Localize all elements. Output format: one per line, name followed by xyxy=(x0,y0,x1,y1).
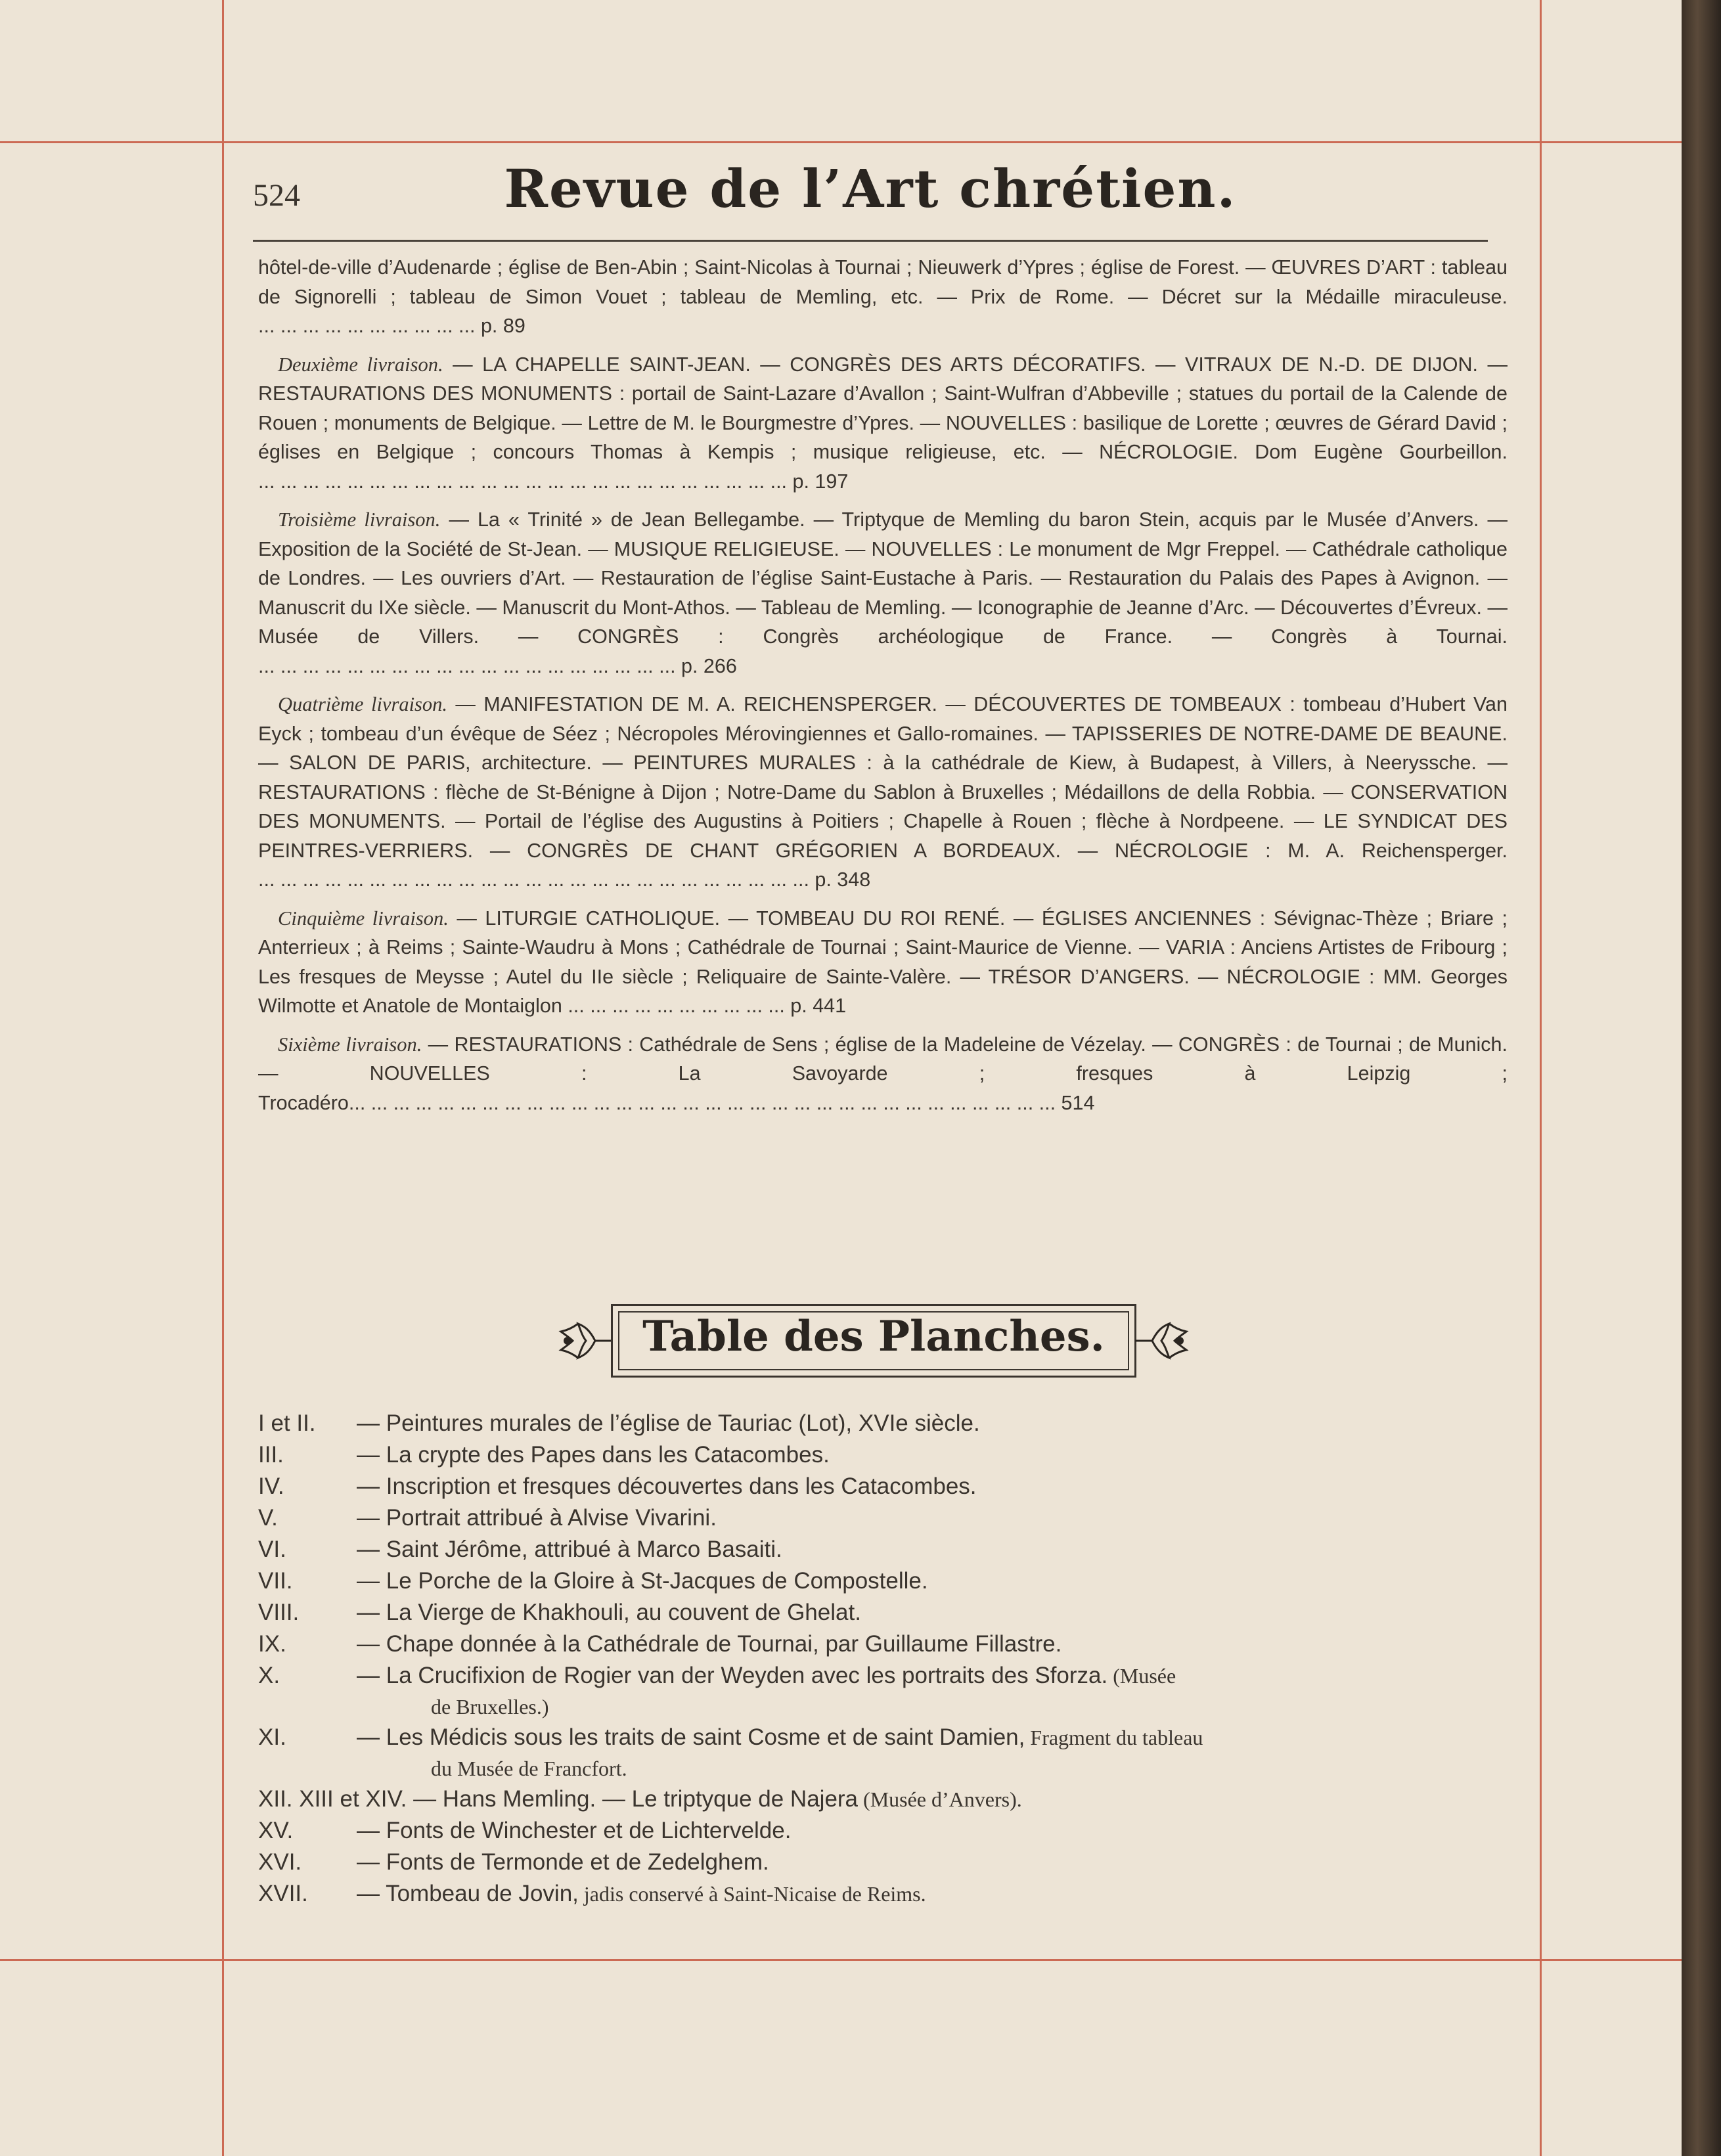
entry-page: 514 xyxy=(1061,1091,1095,1114)
entry-text: hôtel-de-ville d’Audenarde ; église de Ben-Abin ; Saint-Nicolas à Tournai ; Nieuwerk d’Ypres ; église de Forest. — ŒUVRES D’ART : tableau de Signorelli ; tableau de Simon Vouet ; tableau de Memling, etc. — Prix de Rome. — Décret sur la Médaille miraculeuse. xyxy=(258,256,1508,308)
fleuron-right-icon xyxy=(1134,1311,1189,1371)
plate-description: — Les Médicis sous les traits de saint Cosme et de saint Damien, xyxy=(357,1724,1025,1750)
contents-entry xyxy=(258,690,1508,895)
list-item xyxy=(258,1878,1508,1910)
plate-description: — Le Porche de la Gloire à St-Jacques de Compostelle. xyxy=(357,1568,928,1594)
list-item xyxy=(258,1534,1508,1565)
entry-lead: Quatrième livraison. xyxy=(278,693,448,715)
leader-dots: ... ... ... ... ... ... ... ... ... ... ... ... ... ... ... ... ... ... ... ... ... ... ... ... xyxy=(258,470,793,493)
leader-dots: ... ... ... ... ... ... ... ... ... ... ... ... ... ... ... ... ... ... ... xyxy=(258,654,682,677)
planches-heading xyxy=(558,1304,1189,1380)
plate-number: XV. xyxy=(258,1818,294,1843)
plate-note: (Musée xyxy=(1107,1664,1176,1688)
plate-number: XVII. xyxy=(258,1881,308,1906)
page-number: 524 xyxy=(253,178,300,213)
entry-text: — LA CHAPELLE SAINT-JEAN. — CONGRÈS DES ARTS DÉCORATIFS. — VITRAUX DE N.-D. DE DIJON. — RESTAURATIONS DES MONUMENTS : portail de Saint-Lazare d’Avallon ; Saint-Wulfran d’Abbeville ; statues du portail de la Calende de Rouen ; monuments de Belgique. — Lettre de M. le Bourgmestre d’Ypres. — NOUVELLES : basilique de Lorette ; œuvres de Gérard David ; églises en Belgique ; concours Thomas à Kempis ; musique religieuse, etc. — NÉCROLOGIE. Dom Eugène Gourbeillon. xyxy=(258,353,1508,463)
running-header xyxy=(253,158,1488,236)
margin-rule-bottom xyxy=(0,1959,1682,1961)
plate-number: X. xyxy=(258,1663,280,1688)
entry-page: p. 266 xyxy=(681,654,737,677)
plate-description: — Fonts de Termonde et de Zedelghem. xyxy=(357,1849,769,1875)
entry-text: — RESTAURATIONS : Cathédrale de Sens ; église de la Madeleine de Vézelay. — CONGRÈS : de Tournai ; de Munich. — NOUVELLES : La Savoyarde ; fresques à Leipzig ; Trocadéro xyxy=(258,1033,1508,1114)
list-item xyxy=(258,1722,1508,1784)
plate-number: VII. xyxy=(258,1568,293,1594)
leader-dots: ... ... ... ... ... ... ... ... ... ... ... ... ... ... ... ... ... ... ... ... ... ... ... ... ... xyxy=(258,868,815,891)
plate-number: VIII. xyxy=(258,1600,300,1625)
list-item xyxy=(258,1628,1508,1660)
contents-entry xyxy=(258,904,1508,1021)
journal-title: Revue de l’Art chrétien. xyxy=(504,158,1237,219)
leader-dots: ... ... ... ... ... ... ... ... ... ... xyxy=(562,995,791,1017)
plate-number: XII. XIII et XIV. xyxy=(258,1786,407,1812)
entry-page: p. 197 xyxy=(792,470,849,493)
contents-entry xyxy=(258,505,1508,681)
plate-description: — Inscription et fresques découvertes dans les Catacombes. xyxy=(357,1473,977,1499)
plate-note-continued: du Musée de Francfort. xyxy=(431,1757,627,1780)
margin-rule-left xyxy=(222,0,224,2156)
list-item xyxy=(258,1439,1508,1471)
plate-note-continued: de Bruxelles.) xyxy=(431,1695,549,1718)
contents-entry xyxy=(258,1030,1508,1118)
leader-dots: ... ... ... ... ... ... ... ... ... ... ... ... ... ... ... ... ... ... ... ... ... ... ... ... ... ... ... ... ... ... ... ... xyxy=(348,1091,1062,1114)
plate-number: IX. xyxy=(258,1631,286,1657)
plate-description: — Chape donnée à la Cathédrale de Tournai, par Guillaume Fillastre. xyxy=(357,1631,1062,1657)
entry-lead: Cinquième livraison. xyxy=(278,907,449,930)
margin-rule-top xyxy=(0,141,1682,143)
plate-description: — La Crucifixion de Rogier van der Weyden avec les portraits des Sforza. xyxy=(357,1663,1108,1688)
contents-entry xyxy=(258,350,1508,497)
plate-number: VI. xyxy=(258,1537,286,1562)
plate-number: III. xyxy=(258,1442,284,1468)
book-gutter xyxy=(1682,0,1721,2156)
margin-rule-right xyxy=(1540,0,1542,2156)
plate-number: IV. xyxy=(258,1473,284,1499)
planches-title: Table des Planches. xyxy=(642,1312,1105,1361)
plate-description: — La Vierge de Khakhouli, au couvent de Ghelat. xyxy=(357,1600,861,1625)
list-item xyxy=(258,1847,1508,1878)
entry-text: — La « Trinité » de Jean Bellegambe. — Triptyque de Memling du baron Stein, acquis par le Musée d’Anvers. — Exposition de la Société de St-Jean. — MUSIQUE RELIGIEUSE. — NOUVELLES : Le monument de Mgr Freppel. — Cathédrale catholique de Londres. — Les ouvriers d’Art. — Restauration de l’église Saint-Eustache à Paris. — Restauration du Palais des Papes à Avignon. — Manuscrit du IXe siècle. — Manuscrit du Mont-Athos. — Tableau de Memling. — Iconographie de Jeanne d’Arc. — Découvertes d’Évreux. — Musée de Villers. — CONGRÈS : Congrès archéologique de France. — Congrès à Tournai. xyxy=(258,508,1508,648)
plate-note: Fragment du tableau xyxy=(1025,1726,1203,1749)
plate-note: (Musée d’Anvers). xyxy=(858,1787,1022,1811)
entry-text: — MANIFESTATION DE M. A. REICHENSPERGER. — DÉCOUVERTES DE TOMBEAUX : tombeau d’Hubert Van Eyck ; tombeau d’un évêque de Séez ; Nécropoles Mérovingiennes et Gallo-romaines. — TAPISSERIES DE NOTRE-DAME DE BEAUNE. — SALON DE PARIS, architecture. — PEINTURES MURALES : à la cathédrale de Kiew, à Budapest, à Villers, à Neeryssche. — RESTAURATIONS : flèche de St-Bénigne à Dijon ; Notre-Dame du Sablon à Bruxelles ; Médaillons de della Robbia. — CONSERVATION DES MONUMENTS. — Portail de l’église des Augustins à Poitiers ; Chapelle à Rouen ; flèche à Nordpeene. — LE SYNDICAT DES PEINTRES-VERRIERS. — CONGRÈS DE CHANT GRÉGORIEN A BORDEAUX. — NÉCROLOGIE : M. A. Reichensperger. xyxy=(258,693,1508,862)
plate-note: jadis conservé à Saint-Nicaise de Reims. xyxy=(578,1882,926,1906)
plate-description: — Hans Memling. — Le triptyque de Najera xyxy=(413,1786,859,1812)
header-rule xyxy=(253,240,1488,242)
entry-lead: Sixième livraison. xyxy=(278,1033,422,1056)
contents-entry xyxy=(258,253,1508,341)
plate-description: — Fonts de Winchester et de Lichtervelde. xyxy=(357,1818,792,1843)
entry-lead: Troisième livraison. xyxy=(278,508,441,531)
entry-text: — LITURGIE CATHOLIQUE. — TOMBEAU DU ROI RENÉ. — ÉGLISES ANCIENNES : Sévignac-Thèze ; Briare ; Anterrieux ; à Reims ; Sainte-Waudru à Mons ; Cathédrale de Tournai ; Saint-Maurice de Vienne. — VARIA : Anciens Artistes de Fribourg ; Les fresques de Meysse ; Autel du IIe siècle ; Reliquaire de Sainte-Valère. — TRÉSOR D’ANGERS. — NÉCROLOGIE : MM. Georges Wilmotte et Anatole de Montaiglon xyxy=(258,907,1508,1017)
plate-description: — Saint Jérôme, attribué à Marco Basaiti. xyxy=(357,1537,782,1562)
entry-lead: Deuxième livraison. xyxy=(278,353,443,376)
plate-number: XVI. xyxy=(258,1849,302,1875)
planches-list xyxy=(258,1408,1508,1910)
plate-description: — Peintures murales de l’église de Tauriac (Lot), XVIe siècle. xyxy=(357,1410,980,1436)
plate-number: I et II. xyxy=(258,1410,316,1436)
contents-list xyxy=(258,253,1508,1127)
list-item xyxy=(258,1660,1508,1722)
list-item xyxy=(258,1565,1508,1597)
entry-page: p. 89 xyxy=(480,315,525,337)
entry-page: p. 348 xyxy=(815,868,871,891)
plate-description: — La crypte des Papes dans les Catacombes. xyxy=(357,1442,830,1468)
leader-dots: ... ... ... ... ... ... ... ... ... ... xyxy=(258,315,481,337)
list-item xyxy=(258,1502,1508,1534)
plate-number: V. xyxy=(258,1505,278,1531)
plate-description: — Portrait attribué à Alvise Vivarini. xyxy=(357,1505,717,1531)
plate-description: — Tombeau de Jovin, xyxy=(357,1881,579,1906)
list-item xyxy=(258,1784,1508,1815)
list-item xyxy=(258,1471,1508,1502)
entry-page: p. 441 xyxy=(790,995,847,1017)
list-item xyxy=(258,1408,1508,1439)
list-item xyxy=(258,1597,1508,1628)
list-item xyxy=(258,1815,1508,1847)
plate-number: XI. xyxy=(258,1724,286,1750)
